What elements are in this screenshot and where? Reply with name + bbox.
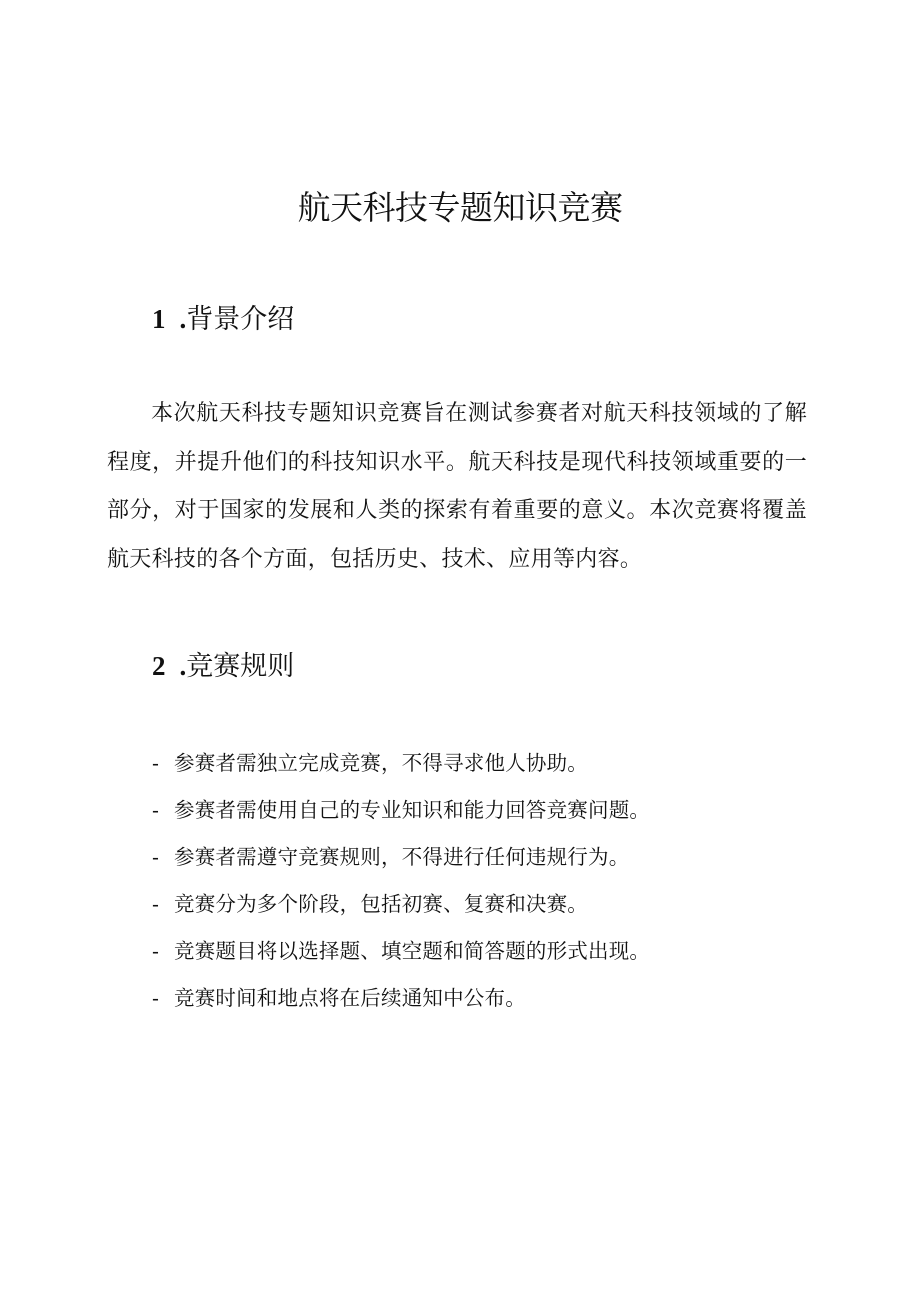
bullet-dash: - bbox=[152, 986, 160, 1010]
list-item bbox=[152, 787, 852, 834]
list-item bbox=[152, 740, 852, 787]
section-number: 1 bbox=[152, 304, 166, 334]
bullet-dash: - bbox=[152, 939, 160, 963]
bullet-dash: - bbox=[152, 751, 160, 775]
section-heading-rules bbox=[152, 647, 294, 686]
document-title: 航天科技专题知识竞赛 bbox=[297, 188, 623, 227]
rule-text: 参赛者需遵守竞赛规则，不得进行任何违规行为。 bbox=[174, 845, 630, 869]
bullet-dash: - bbox=[152, 798, 160, 822]
section-heading-text: 背景介绍 bbox=[186, 304, 295, 335]
list-item bbox=[152, 834, 852, 881]
list-item bbox=[152, 975, 852, 1022]
rule-text: 竞赛时间和地点将在后续通知中公布。 bbox=[174, 986, 526, 1010]
rules-list bbox=[152, 740, 852, 1022]
bullet-dash: - bbox=[152, 892, 160, 916]
rule-text: 竞赛分为多个阶段，包括初赛、复赛和决赛。 bbox=[174, 892, 588, 916]
section-heading-text: 竞赛规则 bbox=[186, 651, 295, 682]
list-item bbox=[152, 928, 852, 975]
rule-text: 参赛者需使用自己的专业知识和能力回答竞赛问题。 bbox=[174, 798, 651, 822]
background-paragraph: 本次航天科技专题知识竞赛旨在测试参赛者对航天科技领域的了解程度，并提升他们的科技知识水平。航天科技是现代科技领域重要的一部分，对于国家的发展和人类的探索有着重要的意义。本次竞赛将覆盖航天科技的各个方面，包括历史、技术、应用等内容。 bbox=[107, 401, 807, 572]
section-number: 2 bbox=[152, 651, 166, 681]
section-heading-background bbox=[152, 300, 294, 339]
list-item bbox=[152, 881, 852, 928]
rule-text: 竞赛题目将以选择题、填空题和简答题的形式出现。 bbox=[174, 939, 651, 963]
section-number-dot: . bbox=[179, 304, 187, 334]
section-number-dot: . bbox=[179, 651, 187, 681]
bullet-dash: - bbox=[152, 845, 160, 869]
rule-text: 参赛者需独立完成竞赛，不得寻求他人协助。 bbox=[174, 751, 588, 775]
